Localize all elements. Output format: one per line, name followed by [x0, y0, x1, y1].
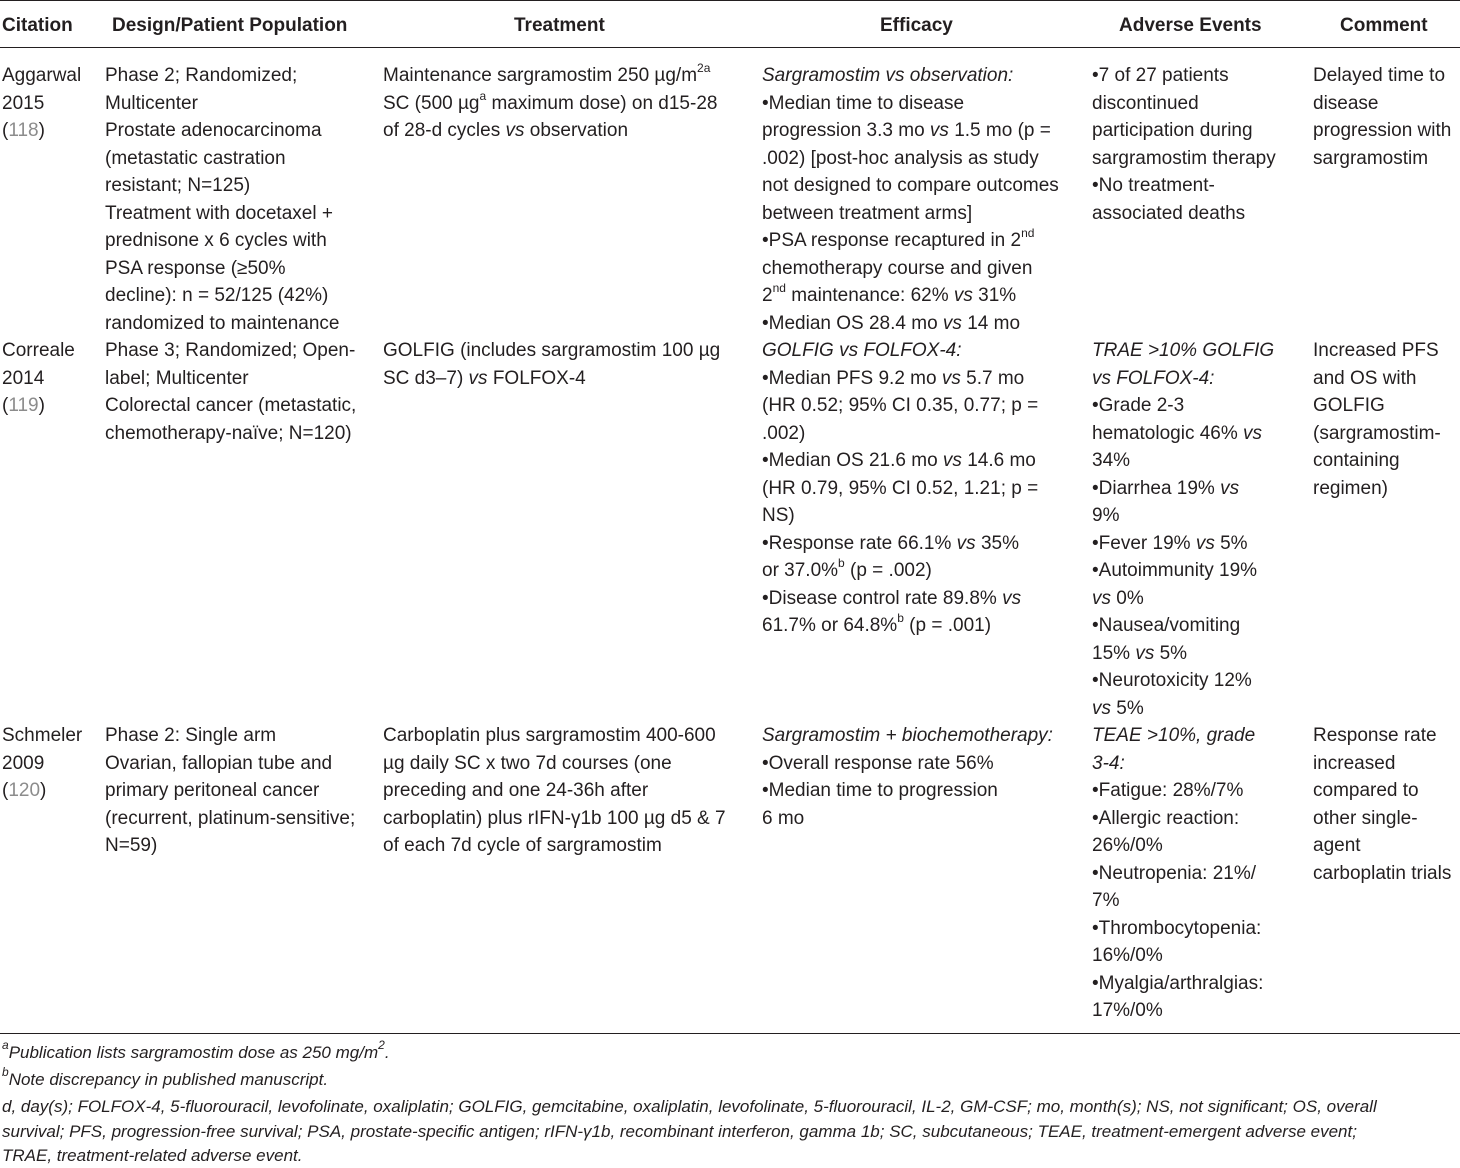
text: vs [956, 532, 976, 554]
bullet-icon: • [1092, 560, 1099, 581]
header-adverse-events: Adverse Events [1119, 15, 1262, 36]
superscript: a [2, 1038, 9, 1052]
bullet-cont: 6 mo [762, 807, 805, 829]
comment-line: sargramostim [1313, 147, 1429, 169]
design-line: Ovarian, fallopian tube and [105, 752, 333, 774]
text: Median OS 21.6 mo [768, 450, 943, 471]
text: hematologic 46% [1092, 422, 1244, 444]
row3-citation [2, 722, 82, 805]
bullet-item [1092, 172, 1276, 200]
design-line: (recurrent, platinum-sensitive; [105, 807, 356, 829]
bullet-cont [1092, 695, 1274, 723]
text: 5% [1111, 697, 1144, 719]
row1-efficacy [762, 62, 1059, 337]
bullet-item [1092, 860, 1263, 888]
design-line: N=59) [105, 835, 158, 856]
treatment-line: carboplatin) plus rIFN-γ1b 100 µg d5 & 7 [383, 807, 726, 829]
bullet-icon: • [1092, 395, 1099, 416]
row3-adverse-events [1092, 722, 1263, 1025]
text: Publication lists sargramostim dose as 250 mg/m [8, 1043, 379, 1062]
footnote-b [2, 1067, 328, 1092]
bullet-cont: (HR 0.79, 95% CI 0.52, 1.21; p = [762, 477, 1039, 499]
row3-comment [1313, 722, 1451, 887]
comment-line: other single- [1313, 807, 1418, 829]
design-line: primary peritoneal cancer [105, 780, 320, 801]
design-line: randomized to maintenance [105, 312, 340, 334]
design-line: Phase 2: Single arm [105, 725, 277, 746]
header-citation: Citation [2, 15, 73, 36]
text: (p = .002) [844, 560, 932, 581]
text: vs [942, 312, 962, 334]
comment-line: disease [1313, 92, 1379, 114]
efficacy-heading: Sargramostim + biochemotherapy: [762, 725, 1053, 746]
bullet-item [1092, 62, 1276, 90]
bullet-cont [1092, 640, 1274, 668]
bullet-item [1092, 557, 1274, 585]
design-line: Multicenter [105, 92, 198, 114]
bullet-cont: .002) [762, 422, 806, 444]
treatment-line: preceding and one 24-36h after [383, 780, 649, 801]
comment-line: containing [1313, 450, 1400, 471]
bullet-cont: not designed to compare outcomes [762, 175, 1059, 196]
text: Nausea/vomiting [1098, 615, 1241, 636]
bullet-item [1092, 777, 1263, 805]
comment-line: GOLFIG [1313, 395, 1385, 416]
bullet-icon: • [1092, 477, 1099, 499]
text: 31% [972, 285, 1017, 306]
text: Overall response rate 56% [768, 752, 994, 774]
design-line: prednisone x 6 cycles with [105, 230, 327, 251]
row3-design [105, 722, 355, 860]
comment-line: Response rate [1313, 725, 1437, 746]
superscript: a [479, 88, 487, 103]
bullet-item [762, 90, 1059, 118]
superscript: b [897, 611, 904, 625]
bullet-item [762, 227, 1059, 255]
bullet-cont [1092, 420, 1274, 448]
bullet-cont: discontinued [1092, 92, 1199, 114]
bullet-item [762, 447, 1038, 475]
text: or 37.0% [762, 560, 839, 581]
design-line: Phase 3; Randomized; Open- [105, 340, 356, 361]
design-line: PSA response (≥50% [105, 257, 286, 279]
text: 15% [1092, 642, 1136, 664]
bullet-item [762, 310, 1059, 338]
design-line: decline): n = 52/125 (42%) [105, 285, 329, 306]
bullet-cont: chemotherapy course and given [762, 257, 1033, 279]
ref-link[interactable]: 119 [8, 395, 39, 416]
superscript: nd [772, 281, 786, 295]
comment-line: regimen) [1313, 477, 1388, 499]
comment-line: Increased PFS [1313, 340, 1439, 361]
bullet-icon: • [762, 752, 769, 774]
footnote-a [2, 1040, 390, 1065]
abbreviations-line: TRAE, treatment-related adverse event. [2, 1146, 303, 1165]
citation-ref[interactable]: (120) [2, 780, 47, 801]
ae-heading: 3-4: [1092, 752, 1125, 774]
citation-year: 2014 [2, 367, 45, 389]
bullet-cont: sargramostim therapy [1092, 147, 1276, 169]
text: 5.7 mo [960, 367, 1025, 389]
superscript: b [838, 556, 845, 570]
efficacy-heading: GOLFIG vs FOLFOX-4: [762, 340, 962, 361]
bullet-cont: 26%/0% [1092, 835, 1163, 856]
bullet-icon: • [762, 92, 769, 114]
text: SC (500 µg [383, 92, 480, 114]
text: 61.7% or 64.8% [762, 615, 898, 636]
bullet-icon: • [1092, 670, 1099, 691]
text: Median PFS 9.2 mo [768, 367, 942, 389]
text: of 28-d cycles [383, 120, 506, 141]
text: 14.6 mo [961, 450, 1036, 471]
comment-line: agent [1313, 835, 1361, 856]
row2-treatment [383, 337, 720, 392]
bullet-icon: • [762, 450, 769, 471]
comment-line: Delayed time to [1313, 65, 1446, 86]
ae-heading: TEAE >10%, grade [1092, 725, 1256, 746]
text: vs [953, 285, 973, 306]
bullet-item [762, 530, 1038, 558]
bullet-icon: • [762, 587, 769, 609]
bullet-icon: • [762, 780, 769, 801]
bullet-icon: • [1092, 65, 1099, 86]
text: vs [1243, 422, 1263, 444]
text: PSA response recaptured in 2 [768, 230, 1022, 251]
text: Autoimmunity 19% [1098, 560, 1258, 581]
superscript: nd [1021, 226, 1035, 240]
text: 5% [1154, 642, 1188, 664]
row1-adverse-events [1092, 62, 1276, 227]
text: Allergic reaction: [1098, 807, 1240, 829]
text: Note discrepancy in published manuscript. [8, 1070, 329, 1089]
bullet-cont: 34% [1092, 450, 1131, 471]
bullet-item [1092, 970, 1263, 998]
row2-design [105, 337, 356, 447]
text: 1.5 mo (p = [948, 120, 1051, 141]
bullet-item [1092, 612, 1274, 640]
row1-treatment [383, 62, 717, 145]
row2-adverse-events [1092, 337, 1274, 722]
efficacy-heading: Sargramostim vs observation: [762, 65, 1014, 86]
abbreviations-line: survival; PFS, progression-free survival; PSA, prostate-specific antigen; rIFN-γ1b, recombinant interferon, gamma 1b; SC, subcutaneous; TEAE, treatment-emergent adverse event; [2, 1122, 1357, 1141]
row2-citation [2, 337, 75, 420]
bullet-icon: • [1092, 807, 1099, 829]
row3-efficacy [762, 722, 1053, 832]
text: 7 of 27 patients [1098, 65, 1229, 86]
text: Neutropenia: 21%/ [1098, 862, 1257, 884]
header-treatment: Treatment [514, 15, 605, 36]
abbreviations-line: d, day(s); FOLFOX-4, 5-fluorouracil, levofolinate, oxaliplatin; GOLFIG, gemcitabine, oxaliplatin, levofolinate, 5-fluorouracil, IL-2, GM-CSF; mo, month(s); NS, not significant; OS, overall [2, 1097, 1377, 1116]
text: progression 3.3 mo [762, 120, 930, 141]
text: FOLFOX-4 [487, 367, 586, 389]
treatment-line [383, 90, 717, 118]
text: maintenance: 62% [785, 285, 954, 306]
citation-ref[interactable]: (118) [2, 120, 45, 141]
superscript: b [2, 1065, 9, 1079]
comment-line: progression with [1313, 120, 1452, 141]
table-bottom-rule [0, 1033, 1460, 1034]
bullet-icon: • [1092, 972, 1099, 994]
treatment-line: Carboplatin plus sargramostim 400-600 [383, 725, 716, 746]
design-line: (metastatic castration [105, 147, 286, 169]
bullet-item [762, 585, 1038, 613]
bullet-cont: associated deaths [1092, 202, 1246, 224]
row3-treatment [383, 722, 726, 860]
text: . [384, 1043, 390, 1062]
text: 14 mo [961, 312, 1021, 334]
design-line: Colorectal cancer (metastatic, [105, 395, 357, 416]
bullet-cont: .002) [post-hoc analysis as study [762, 147, 1039, 169]
citation-author: Aggarwal [2, 65, 82, 86]
text: 35% [975, 532, 1019, 554]
text: Grade 2-3 [1098, 395, 1185, 416]
text: Median time to disease [768, 92, 965, 114]
header-design: Design/Patient Population [112, 15, 348, 36]
bullet-icon: • [1092, 532, 1099, 554]
bullet-item [762, 365, 1038, 393]
comment-line: carboplatin trials [1313, 862, 1452, 884]
ae-heading: TRAE >10% GOLFIG [1092, 340, 1275, 361]
table-header [0, 0, 1460, 48]
bullet-item [1092, 530, 1274, 558]
bullet-icon: • [1092, 917, 1099, 939]
text: Diarrhea 19% [1098, 477, 1221, 499]
text: Median OS 28.4 mo [768, 312, 943, 334]
bullet-cont: 9% [1092, 505, 1120, 526]
comment-line: (sargramostim- [1313, 422, 1441, 444]
treatment-line [383, 117, 717, 145]
bullet-icon: • [1092, 175, 1099, 196]
bullet-item [1092, 475, 1274, 503]
citation-author: Schmeler [2, 725, 83, 746]
bullet-icon: • [1092, 615, 1099, 636]
text: Fever 19% [1098, 532, 1196, 554]
citation-author: Correale [2, 340, 75, 361]
comment-line: increased [1313, 752, 1396, 774]
text: vs [1220, 477, 1240, 499]
text: (p = .001) [903, 615, 992, 636]
bullet-icon: • [762, 312, 769, 334]
text: 2 [762, 285, 773, 306]
treatment-line [383, 62, 717, 90]
bullet-cont [762, 612, 1038, 640]
row1-citation [2, 62, 81, 145]
row1-comment [1313, 62, 1451, 172]
citation-year: 2015 [2, 92, 45, 114]
ref-link[interactable]: 120 [8, 780, 41, 801]
text: Median time to progression [768, 780, 998, 801]
row1-design [105, 62, 339, 337]
text: Neurotoxicity 12% [1098, 670, 1252, 691]
text: Fatigue: 28%/7% [1098, 780, 1244, 801]
bullet-icon: • [1092, 862, 1099, 884]
comment-line: compared to [1313, 780, 1419, 801]
bullet-cont: 7% [1092, 890, 1120, 911]
text: Myalgia/arthralgias: [1098, 972, 1264, 994]
bullet-icon: • [1092, 780, 1099, 801]
bullet-item [762, 750, 1053, 778]
bullet-cont: (HR 0.52; 95% CI 0.35, 0.77; p = [762, 395, 1039, 416]
bullet-cont: between treatment arms] [762, 202, 973, 224]
bullet-cont: 17%/0% [1092, 1000, 1163, 1021]
ref-link[interactable]: 118 [8, 120, 39, 141]
ae-heading: vs FOLFOX-4: [1092, 367, 1215, 389]
row2-efficacy [762, 337, 1038, 640]
text: observation [524, 120, 629, 141]
bullet-cont [762, 557, 1038, 585]
bullet-icon: • [762, 532, 769, 554]
text: SC d3–7) [383, 367, 469, 389]
design-line: Phase 2; Randomized; [105, 65, 298, 86]
treatment-line: GOLFIG (includes sargramostim 100 µg [383, 340, 721, 361]
treatment-line: of each 7d cycle of sargramostim [383, 835, 662, 856]
bullet-icon: • [762, 367, 769, 389]
row2-comment [1313, 337, 1441, 502]
citation-year: 2009 [2, 752, 45, 774]
superscript: 2a [697, 61, 711, 75]
treatment-line [383, 365, 720, 393]
design-line: Treatment with docetaxel + [105, 202, 333, 224]
design-line: label; Multicenter [105, 367, 249, 389]
treatment-line: µg daily SC x two 7d courses (one [383, 752, 672, 774]
bullet-cont [762, 117, 1059, 145]
bullet-item [1092, 392, 1274, 420]
citation-ref[interactable]: (119) [2, 395, 45, 416]
text: Response rate 66.1% [768, 532, 957, 554]
header-efficacy: Efficacy [880, 15, 953, 36]
text: Maintenance sargramostim 250 µg/m [383, 65, 698, 86]
text: vs [1002, 587, 1022, 609]
text: vs [1092, 587, 1111, 609]
text: vs [1135, 642, 1155, 664]
superscript: 2 [378, 1038, 385, 1052]
bullet-cont: participation during [1092, 120, 1253, 141]
text: vs [929, 120, 949, 141]
text: vs [1092, 697, 1111, 719]
text: Thrombocytopenia: [1098, 917, 1262, 939]
header-comment: Comment [1340, 15, 1428, 36]
text: 0% [1111, 587, 1144, 609]
text: maximum dose) on d15-28 [486, 92, 718, 114]
bullet-item [1092, 915, 1263, 943]
comment-line: and OS with [1313, 367, 1417, 389]
text: vs [941, 367, 961, 389]
bullet-item [1092, 667, 1274, 695]
bullet-cont: 16%/0% [1092, 945, 1163, 966]
design-line: resistant; N=125) [105, 175, 251, 196]
bullet-cont [1092, 585, 1274, 613]
design-line: chemotherapy-naïve; N=120) [105, 422, 352, 444]
text: vs [468, 367, 488, 389]
design-line: Prostate adenocarcinoma [105, 120, 322, 141]
text: vs [942, 450, 962, 471]
bullet-item [1092, 805, 1263, 833]
text: vs [505, 120, 525, 141]
bullet-item [762, 777, 1053, 805]
text: No treatment- [1098, 175, 1215, 196]
text: Disease control rate 89.8% [768, 587, 1003, 609]
text: vs [1195, 532, 1215, 554]
bullet-icon: • [762, 230, 769, 251]
bullet-cont [762, 282, 1059, 310]
text: 5% [1214, 532, 1248, 554]
bullet-cont: NS) [762, 505, 795, 526]
